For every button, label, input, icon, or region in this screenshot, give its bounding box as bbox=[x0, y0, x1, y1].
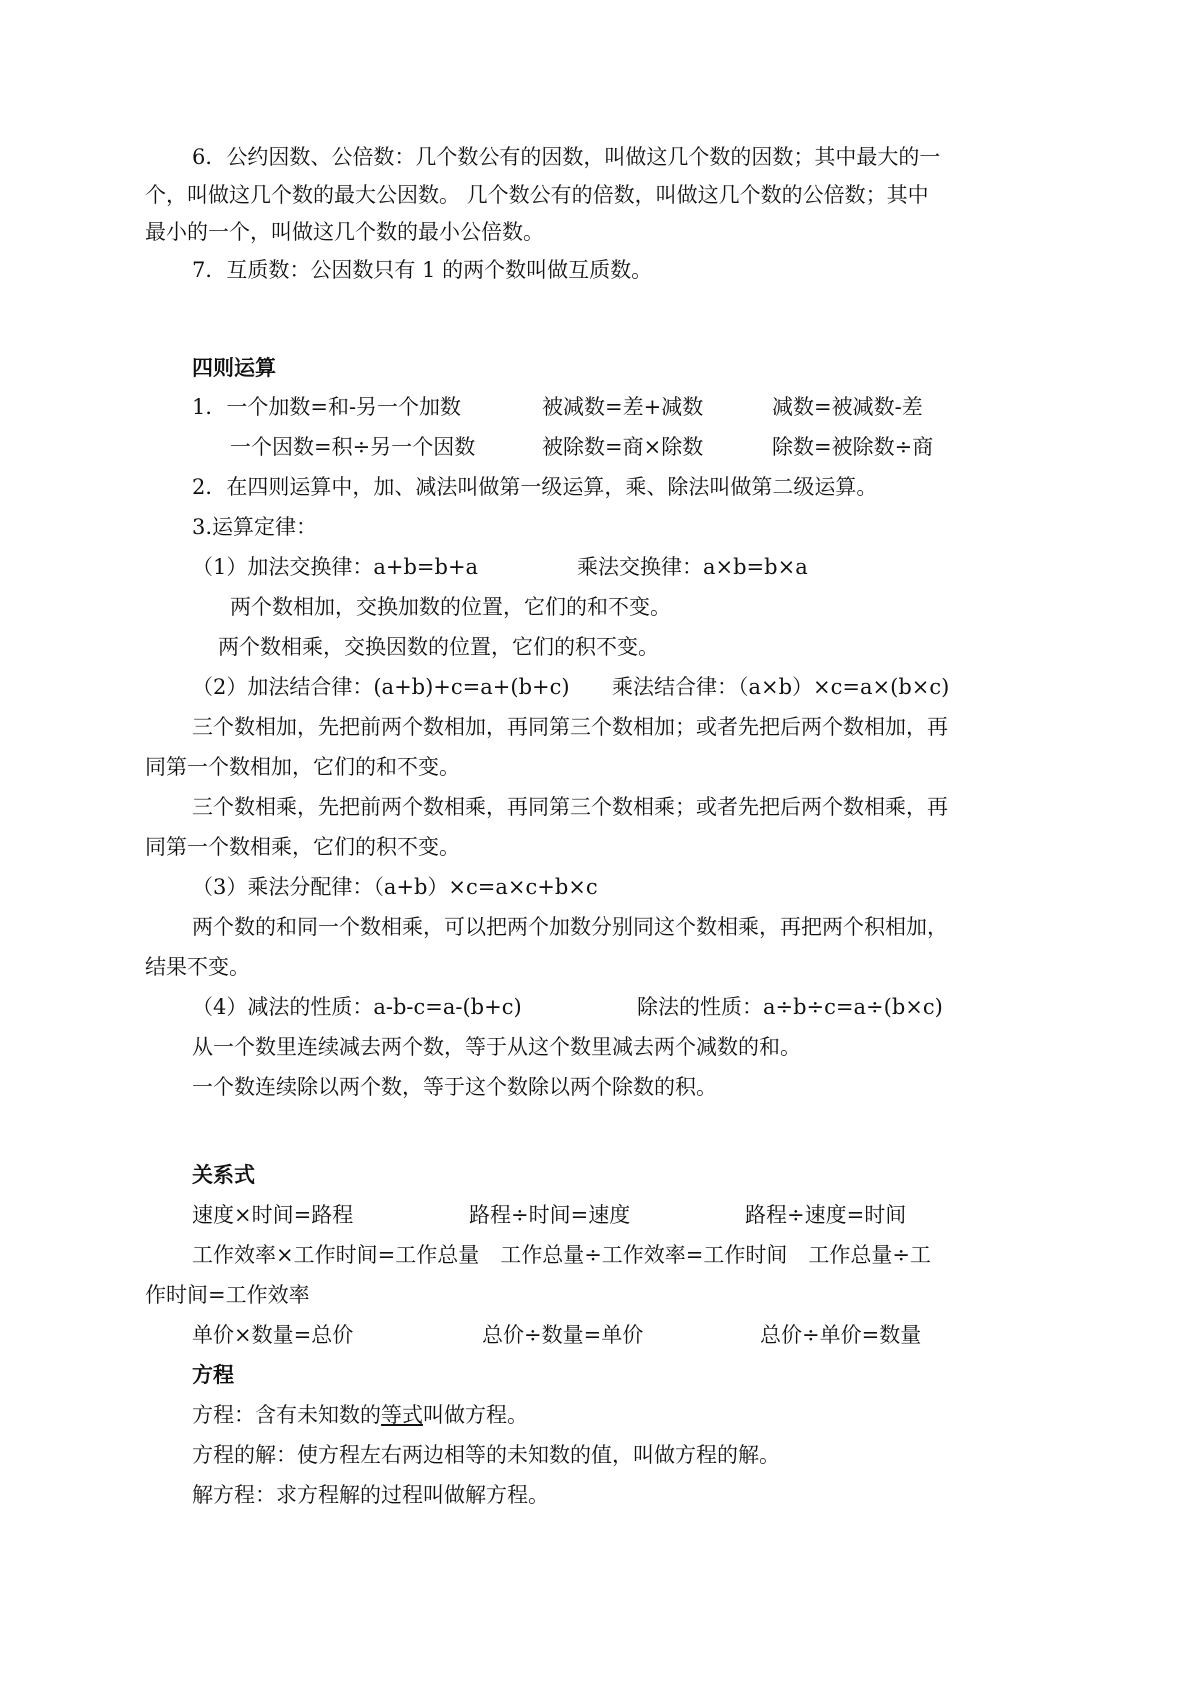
law-associative-row bbox=[192, 672, 1092, 702]
relation-row-1 bbox=[192, 1200, 1092, 1230]
heading-arithmetic: 四则运算 bbox=[192, 355, 276, 380]
law-add-associative: （2）加法结合律：(a+b)+c=a+(b+c) bbox=[192, 675, 570, 699]
rule-row-1 bbox=[192, 392, 1092, 422]
paragraph-laws-heading: 3.运算定律： bbox=[192, 515, 318, 539]
rule-dividend: 被除数=商×除数 bbox=[542, 435, 704, 459]
heading-relations: 关系式 bbox=[192, 1162, 255, 1187]
law-distributive: （3）乘法分配律：（a+b）×c=a×c+b×c bbox=[192, 875, 598, 899]
relation-time: 路程÷速度=时间 bbox=[745, 1203, 907, 1227]
rule-subtrahend: 减数=被减数-差 bbox=[772, 395, 923, 419]
paragraph-6-line-1: 6．公约因数、公倍数：几个数公有的因数，叫做这几个数的因数；其中最大的一 bbox=[192, 145, 941, 169]
law-add-commutative-desc: 两个数相加，交换加数的位置，它们的和不变。 bbox=[230, 595, 671, 619]
relation-distance: 速度×时间=路程 bbox=[192, 1203, 354, 1227]
definition-equation bbox=[192, 1400, 528, 1430]
law-add-commutative: （1）加法交换律：a+b=b+a bbox=[192, 555, 479, 579]
definition-equation-prefix: 方程：含有未知数的 bbox=[192, 1403, 381, 1427]
law-commutative-row bbox=[192, 552, 1092, 582]
law-add-associative-desc-2: 同第一个数相加，它们的和不变。 bbox=[145, 755, 460, 779]
rule-addend: 1．一个加数=和-另一个加数 bbox=[192, 395, 462, 419]
property-subtraction: （4）减法的性质：a-b-c=a-(b+c) bbox=[192, 995, 522, 1019]
law-add-associative-desc-1: 三个数相加，先把前两个数相加，再同第三个数相加；或者先把后两个数相加，再 bbox=[192, 715, 948, 739]
law-distributive-desc-2: 结果不变。 bbox=[145, 955, 250, 979]
rule-factor: 一个因数=积÷另一个因数 bbox=[230, 435, 476, 459]
relation-speed: 路程÷时间=速度 bbox=[469, 1203, 631, 1227]
definition-solving: 解方程：求方程解的过程叫做解方程。 bbox=[192, 1483, 549, 1507]
property-division: 除法的性质：a÷b÷c=a÷(b×c) bbox=[637, 995, 943, 1019]
law-distributive-desc-1: 两个数的和同一个数相乘，可以把两个加数分别同这个数相乘，再把两个积相加， bbox=[192, 915, 948, 939]
relation-work-line-2: 作时间=工作效率 bbox=[145, 1283, 310, 1307]
paragraph-operation-levels: 2．在四则运算中，加、减法叫做第一级运算，乘、除法叫做第二级运算。 bbox=[192, 475, 878, 499]
relation-work-line-1: 工作效率×工作时间=工作总量 工作总量÷工作效率=工作时间 工作总量÷工 bbox=[192, 1243, 931, 1267]
paragraph-6-line-3: 最小的一个，叫做这几个数的最小公倍数。 bbox=[145, 220, 544, 244]
property-row bbox=[192, 992, 1092, 1022]
relation-row-3 bbox=[192, 1320, 1092, 1350]
relation-unit-price: 总价÷数量=单价 bbox=[482, 1323, 644, 1347]
definition-solution: 方程的解：使方程左右两边相等的未知数的值，叫做方程的解。 bbox=[192, 1443, 780, 1467]
heading-equation: 方程 bbox=[192, 1362, 234, 1387]
law-mul-commutative: 乘法交换律：a×b=b×a bbox=[577, 555, 808, 579]
law-mul-commutative-desc: 两个数相乘，交换因数的位置，它们的积不变。 bbox=[218, 635, 659, 659]
definition-equation-suffix: 叫做方程。 bbox=[423, 1403, 528, 1427]
property-division-desc: 一个数连续除以两个数，等于这个数除以两个除数的积。 bbox=[192, 1075, 717, 1099]
property-subtraction-desc: 从一个数里连续减去两个数，等于从这个数里减去两个减数的和。 bbox=[192, 1035, 801, 1059]
law-mul-associative: 乘法结合律：（a×b）×c=a×(b×c) bbox=[612, 675, 950, 699]
law-mul-associative-desc-2: 同第一个数相乘，它们的积不变。 bbox=[145, 835, 460, 859]
paragraph-6-line-2: 个，叫做这几个数的最大公因数。 几个数公有的倍数，叫做这几个数的公倍数；其中 bbox=[145, 183, 929, 207]
rule-divisor: 除数=被除数÷商 bbox=[772, 435, 934, 459]
paragraph-7: 7．互质数：公因数只有 1 的两个数叫做互质数。 bbox=[192, 258, 653, 282]
equality-link[interactable]: 等式 bbox=[381, 1403, 423, 1427]
law-mul-associative-desc-1: 三个数相乘，先把前两个数相乘，再同第三个数相乘；或者先把后两个数相乘，再 bbox=[192, 795, 948, 819]
relation-total-price: 单价×数量=总价 bbox=[192, 1323, 354, 1347]
rule-row-2 bbox=[192, 432, 1092, 462]
relation-quantity: 总价÷单价=数量 bbox=[760, 1323, 922, 1347]
rule-minuend: 被减数=差+减数 bbox=[542, 395, 704, 419]
